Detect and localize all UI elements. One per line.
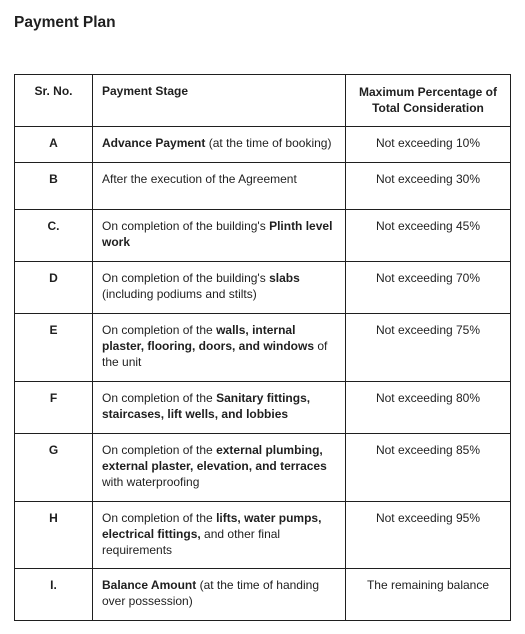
sr-no-cell: B xyxy=(15,163,93,210)
payment-stage-cell xyxy=(93,163,346,210)
table-row xyxy=(15,314,511,382)
stage-text-bold: lifts, water pumps, electrical fittings, xyxy=(102,511,322,541)
stage-text: On completion of the xyxy=(102,443,217,457)
max-percentage-cell: Not exceeding 95% xyxy=(346,502,511,569)
table-row xyxy=(15,127,511,163)
payment-stage-cell xyxy=(93,382,346,434)
payment-stage-cell xyxy=(93,314,346,382)
stage-text-bold: walls, internal plaster, flooring, doors, and windows xyxy=(102,323,315,353)
stage-text: and other final requirements xyxy=(102,527,281,557)
stage-text: On completion of the xyxy=(102,391,217,405)
stage-text: On completion of the xyxy=(102,323,217,337)
sr-no-cell: C. xyxy=(15,210,93,262)
stage-text-bold: Advance Payment xyxy=(102,136,206,150)
payment-stage-cell xyxy=(93,262,346,314)
max-percentage-cell: Not exceeding 45% xyxy=(346,210,511,262)
table-row xyxy=(15,569,511,621)
stage-text-bold: Sanitary fittings, staircases, lift wells, and lobbies xyxy=(102,391,311,421)
page-title: Payment Plan xyxy=(14,14,116,31)
stage-text: (at the time of booking) xyxy=(205,136,332,150)
max-percentage-cell: Not exceeding 85% xyxy=(346,434,511,502)
stage-text-bold: external plumbing, external plaster, elevation, and terraces xyxy=(102,443,327,473)
sr-no-cell: F xyxy=(15,382,93,434)
stage-text: with waterproofing xyxy=(102,475,200,489)
header-payment-stage: Payment Stage xyxy=(93,75,346,127)
sr-no-cell: G xyxy=(15,434,93,502)
max-percentage-cell: Not exceeding 70% xyxy=(346,262,511,314)
table-header-row xyxy=(15,75,511,127)
max-percentage-cell: The remaining balance xyxy=(346,569,511,621)
payment-stage-cell xyxy=(93,127,346,163)
stage-text: (at the time of handing over possession) xyxy=(102,578,319,608)
stage-text: On completion of the building's xyxy=(102,219,270,233)
payment-stage-cell xyxy=(93,502,346,569)
stage-text: of the unit xyxy=(102,339,328,369)
max-percentage-cell: Not exceeding 80% xyxy=(346,382,511,434)
sr-no-cell: A xyxy=(15,127,93,163)
stage-text: On completion of the xyxy=(102,511,217,525)
table-row xyxy=(15,210,511,262)
stage-text-bold: Balance Amount xyxy=(102,578,197,592)
table-row xyxy=(15,163,511,210)
stage-text-bold: Plinth level work xyxy=(102,219,333,249)
payment-stage-cell xyxy=(93,569,346,621)
table-row xyxy=(15,502,511,569)
sr-no-cell: H xyxy=(15,502,93,569)
payment-stage-cell xyxy=(93,434,346,502)
stage-text: (including podiums and stilts) xyxy=(102,287,257,301)
table-row xyxy=(15,382,511,434)
stage-text-bold: slabs xyxy=(269,271,300,285)
max-percentage-cell: Not exceeding 30% xyxy=(346,163,511,210)
payment-stage-cell xyxy=(93,210,346,262)
stage-text: After the execution of the Agreement xyxy=(102,172,297,186)
payment-plan-table xyxy=(14,74,511,621)
header-sr-no: Sr. No. xyxy=(15,75,93,127)
max-percentage-cell: Not exceeding 75% xyxy=(346,314,511,382)
max-percentage-cell: Not exceeding 10% xyxy=(346,127,511,163)
sr-no-cell: D xyxy=(15,262,93,314)
stage-text: On completion of the building's xyxy=(102,271,270,285)
table-row xyxy=(15,262,511,314)
sr-no-cell: I. xyxy=(15,569,93,621)
header-max-percentage: Maximum Percentage of Total Consideration xyxy=(346,75,511,127)
sr-no-cell: E xyxy=(15,314,93,382)
table-row xyxy=(15,434,511,502)
